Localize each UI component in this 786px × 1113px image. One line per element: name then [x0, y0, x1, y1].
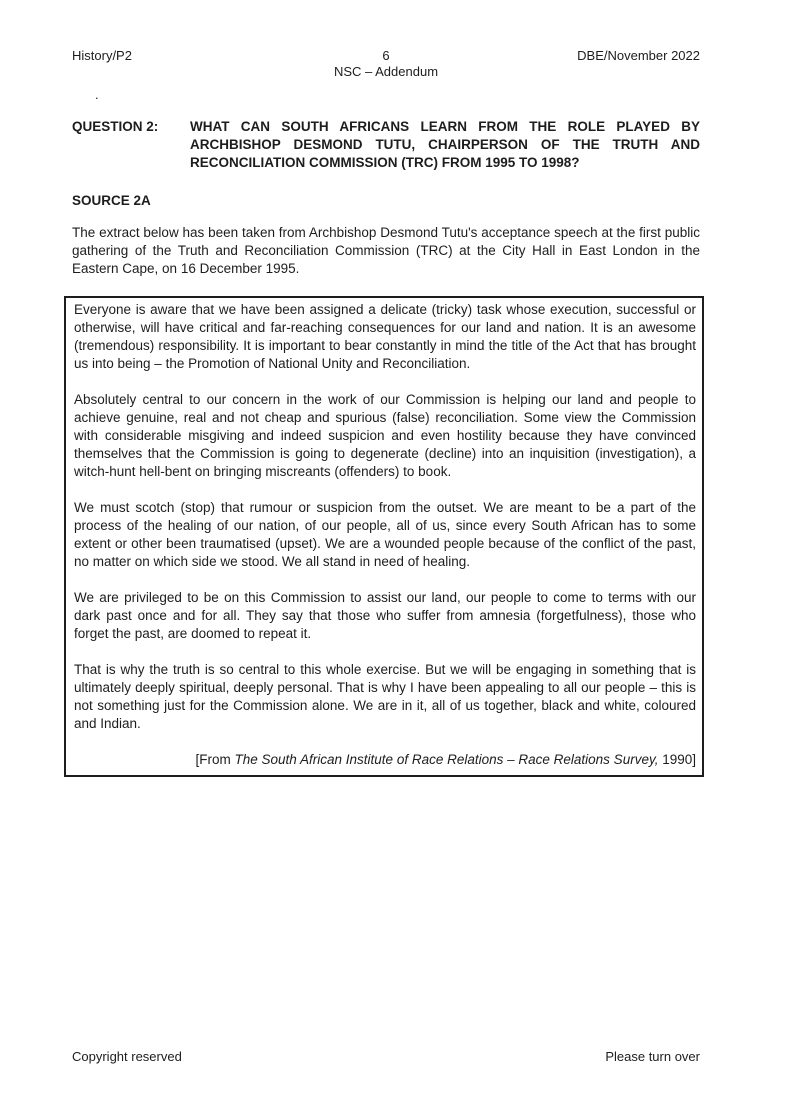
extract-paragraph-4: We are privileged to be on this Commission to assist our land, our people to come to terms with our dark past once and for all. They say that those who suffer from amnesia (forgetfulness), those who forget the past, are doomed to repeat it.	[74, 590, 696, 641]
page-number: 6	[382, 48, 390, 63]
header-subtitle: NSC – Addendum	[333, 64, 439, 79]
question-heading	[72, 118, 700, 172]
question-title: WHAT CAN SOUTH AFRICANS LEARN FROM THE ROLE PLAYED BY ARCHBISHOP DESMOND TUTU, CHAIRPERSON OF THE TRUTH AND RECONCILIATION COMMISSION (TRC) FROM 1995 TO 1998?	[190, 119, 700, 170]
header-doc-title: History/P2	[72, 48, 132, 63]
question-number-label: QUESTION 2:	[72, 119, 159, 134]
extract-paragraph-1: Everyone is aware that we have been assigned a delicate (tricky) task whose execution, successful or otherwise, will have critical and far-reaching consequences for our land and nation. It is an awesome (tremendous) responsibility. It is important to bear constantly in mind the title of the Act that has brought us into being – the Promotion of National Unity and Reconciliation.	[74, 302, 696, 371]
page-header	[72, 48, 700, 80]
attribution-source-title: The South African Institute of Race Relations – Race Relations Survey,	[234, 752, 659, 767]
attribution-line	[74, 751, 696, 769]
extract-paragraph-3: We must scotch (stop) that rumour or suspicion from the outset. We are meant to be a part of the process of the healing of our nation, of our people, all of us, since every South African has to some extent or other been traumatised (upset). We are a wounded people because of the conflict of the past, no matter on which side we stood. We all stand in need of healing.	[74, 500, 696, 569]
page-footer	[72, 1048, 700, 1066]
stray-mark: .	[95, 87, 99, 102]
attribution-suffix: 1990]	[658, 752, 696, 767]
extract-paragraph-5: That is why the truth is so central to this whole exercise. But we will be engaging in something that is ultimately deeply spiritual, deeply personal. That is why I have been appealing to all our people – this is not something just for the Commission alone. We are in it, all of us together, black and white, coloured and Indian.	[74, 662, 696, 731]
source-heading: SOURCE 2A	[72, 193, 151, 208]
header-edition: DBE/November 2022	[577, 48, 700, 63]
copyright-notice: Copyright reserved	[72, 1049, 182, 1064]
extract-paragraph-2: Absolutely central to our concern in the work of our Commission is helping our land and people to achieve genuine, real and not cheap and spurious (false) reconciliation. Some view the Commission with considerable misgiving and indeed suspicion and even hostility because they have convinced themselves that the Commission is going to degenerate (decline) into an inquisition (investigation), a witch-hunt hell-bent on bringing miscreants (offenders) to book.	[74, 392, 696, 479]
turn-over-notice: Please turn over	[605, 1049, 700, 1064]
extract-box	[64, 296, 704, 777]
attribution-prefix: [From	[195, 752, 235, 767]
source-intro-paragraph: The extract below has been taken from Archbishop Desmond Tutu's acceptance speech at the first public gathering of the Truth and Reconciliation Commission (TRC) at the City Hall in East London in the Eastern Cape, on 16 December 1995.	[72, 225, 700, 276]
header-center	[334, 48, 438, 80]
